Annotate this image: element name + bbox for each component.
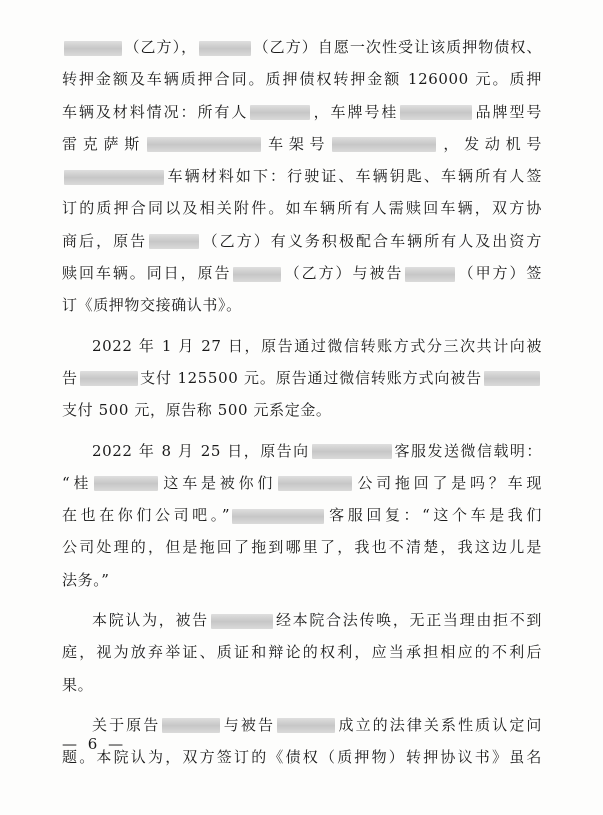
text-line bbox=[62, 741, 542, 773]
text-line bbox=[62, 31, 542, 63]
text-segment: （乙方）， bbox=[124, 38, 198, 56]
redaction-mark bbox=[250, 105, 310, 120]
paragraph-pledge-transfer bbox=[62, 31, 542, 322]
text-line bbox=[62, 192, 542, 224]
redaction-mark bbox=[277, 718, 335, 733]
redaction-mark bbox=[400, 105, 472, 120]
text-line bbox=[62, 604, 542, 636]
text-line bbox=[62, 362, 542, 394]
redaction-mark bbox=[147, 137, 261, 152]
text-segment: 公司拖回了是吗？车现 bbox=[354, 473, 542, 492]
text-line bbox=[62, 289, 542, 321]
text-segment: （乙方）与被告 bbox=[283, 264, 404, 283]
redaction-mark bbox=[80, 371, 138, 386]
text-segment: 客服回复：“这个车是我们 bbox=[326, 506, 542, 525]
text-segment: 订《质押物交接确认书》。 bbox=[62, 296, 242, 315]
redaction-mark bbox=[278, 476, 352, 491]
text-line bbox=[62, 467, 542, 499]
text-line bbox=[62, 636, 542, 668]
text-segment: 成立的法律关系性质认定问 bbox=[337, 715, 542, 734]
text-segment: 在也在你们公司吧。” bbox=[62, 506, 231, 525]
text-segment: 支付 125500 元。原告通过微信转账方式向被告 bbox=[139, 368, 482, 387]
text-line bbox=[62, 160, 542, 192]
redaction-mark bbox=[94, 476, 158, 491]
text-segment: 车辆及材料情况：所有人 bbox=[62, 102, 249, 121]
text-segment: 赎回车辆。同日，原告 bbox=[62, 264, 232, 283]
paragraph-court-opinion bbox=[62, 604, 542, 701]
text-segment: 公司处理的，但是拖回了拖到哪里了，我也不清楚，我这边儿是 bbox=[62, 538, 542, 557]
text-line bbox=[62, 669, 542, 701]
text-segment: 支付 500 元，原告称 500 元系定金。 bbox=[62, 401, 332, 420]
text-segment: 本院认为，被告 bbox=[92, 611, 209, 630]
paragraph-legal-relationship bbox=[62, 709, 542, 774]
paragraph-customer-service bbox=[62, 435, 542, 596]
text-segment: 告 bbox=[62, 368, 78, 387]
text-segment: 商后，原告 bbox=[62, 231, 148, 250]
text-line bbox=[62, 128, 542, 160]
text-segment: 车架号 bbox=[262, 134, 331, 153]
text-segment: 经本院合法传唤，无正当理由拒不到 bbox=[274, 611, 542, 630]
page-number: — 6 — bbox=[62, 735, 127, 753]
document-body bbox=[62, 31, 542, 774]
redaction-mark bbox=[64, 41, 122, 56]
text-segment: （甲方）签 bbox=[457, 264, 542, 283]
text-segment: 这车是被你们 bbox=[160, 473, 277, 492]
redaction-mark bbox=[149, 234, 199, 249]
paragraph-wechat-transfer bbox=[62, 330, 542, 427]
redaction-mark bbox=[162, 718, 220, 733]
text-segment: 果。 bbox=[62, 675, 94, 694]
text-segment: 2022 年 8 月 25 日，原告向 bbox=[92, 441, 310, 460]
text-segment: 2022 年 1 月 27 日，原告通过微信转账方式分三次共计向被 bbox=[92, 336, 542, 355]
text-segment: 订的质押合同以及相关附件。如车辆所有人需赎回车辆，双方协 bbox=[62, 199, 542, 218]
redaction-mark bbox=[312, 444, 392, 459]
text-segment: 关于原告 bbox=[92, 715, 161, 734]
text-segment: 与被告 bbox=[222, 715, 276, 734]
text-line bbox=[62, 564, 542, 596]
text-segment: 雷克萨斯 bbox=[62, 134, 145, 153]
text-segment: 题。本院认为，双方签订的《债权（质押物）转押协议书》虽名 bbox=[62, 748, 542, 767]
text-segment: “桂 bbox=[62, 473, 93, 492]
text-segment: 客服发送微信载明： bbox=[393, 441, 543, 460]
redaction-mark bbox=[64, 170, 164, 185]
text-line bbox=[62, 330, 542, 362]
text-segment: 庭，视为放弃举证、质证和辩论的权利，应当承担相应的不利后 bbox=[62, 643, 542, 662]
text-segment: 车辆材料如下：行驶证、车辆钥匙、车辆所有人签 bbox=[166, 167, 542, 186]
text-line bbox=[62, 63, 542, 95]
redaction-mark bbox=[199, 41, 251, 56]
text-segment: ，车牌号桂 bbox=[312, 102, 399, 121]
text-segment: 品牌型号 bbox=[474, 102, 542, 121]
text-line bbox=[62, 394, 542, 426]
text-line bbox=[62, 96, 542, 128]
redaction-mark bbox=[233, 267, 281, 282]
text-line bbox=[62, 257, 542, 289]
text-segment: 转押金额及车辆质押合同。质押债权转押金额 126000 元。质押 bbox=[62, 70, 542, 89]
redaction-mark bbox=[484, 371, 540, 386]
text-segment: （乙方）自愿一次性受让该质押物债权、 bbox=[253, 38, 542, 56]
text-segment: ，发动机号 bbox=[438, 134, 542, 153]
redaction-mark bbox=[405, 267, 455, 282]
text-line bbox=[62, 435, 542, 467]
text-line bbox=[62, 225, 542, 257]
redaction-mark bbox=[211, 614, 273, 629]
text-line bbox=[62, 709, 542, 741]
redaction-mark bbox=[232, 509, 324, 524]
text-line bbox=[62, 531, 542, 563]
redaction-mark bbox=[332, 137, 436, 152]
text-line bbox=[62, 499, 542, 531]
text-segment: 法务。” bbox=[62, 570, 110, 589]
text-segment: （乙方）有义务积极配合车辆所有人及出资方 bbox=[201, 231, 542, 250]
